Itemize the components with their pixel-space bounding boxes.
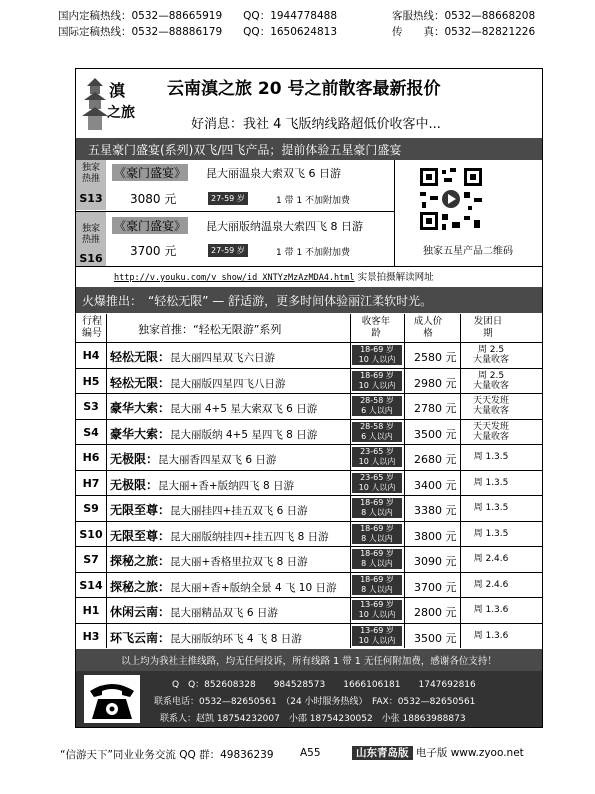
premium-price: 3080 元 xyxy=(130,192,177,206)
row-age: 18-69 岁 8 人以内 xyxy=(352,575,402,595)
table-row xyxy=(76,521,542,547)
row-route xyxy=(110,450,276,467)
row-age: 18-69 岁 10 人以内 xyxy=(352,345,402,365)
row-date: 周 2.4.6 xyxy=(473,579,509,590)
edition-suffix: 电子版 xyxy=(415,747,448,759)
premium-code: S13 xyxy=(79,192,103,205)
row-date: 周 2.5 大量收客 xyxy=(472,345,509,365)
row-code: S7 xyxy=(83,553,99,566)
row-route xyxy=(110,603,278,620)
logo-text-1: 滇 xyxy=(109,81,126,100)
site-link[interactable]: www.zyoo.net xyxy=(450,747,524,759)
qr-code-icon xyxy=(418,166,484,232)
column-divider xyxy=(404,314,405,648)
table-row xyxy=(76,444,542,470)
row-route-name: 昆大丽版纳挂四+挂五四飞 8 日游 xyxy=(170,530,329,543)
table-row xyxy=(76,597,542,623)
edition-badge: 山东青岛版 xyxy=(352,746,413,760)
row-price: 3500 元 xyxy=(414,631,457,645)
page-title: 云南滇之旅 20 号之前散客最新报价 xyxy=(167,79,441,99)
route-table xyxy=(76,342,542,648)
logo-text-2: 之旅 xyxy=(107,105,135,121)
qr-caption: 独家五星产品二维码 xyxy=(423,246,513,257)
row-code: H3 xyxy=(82,629,100,643)
page-number: A55 xyxy=(300,747,321,759)
premium-route: 昆大丽版纳温泉大索四飞 8 日游 xyxy=(206,220,363,233)
row-price: 3500 元 xyxy=(414,427,457,441)
contact-area xyxy=(76,671,542,727)
premium-note: 1 带 1 不加附加费 xyxy=(276,248,351,258)
row-route-name: 昆大丽精品双飞 6 日游 xyxy=(170,607,278,619)
subtitle: 好消息：我社 4 飞版纳线路超低价收客中... xyxy=(191,117,441,132)
row-brand: 休闲云南： xyxy=(110,605,171,619)
domestic-hotline: 国内定稿热线：0532—88665919 QQ：1944778488 xyxy=(58,10,338,22)
row-route xyxy=(110,374,286,391)
row-route-name: 昆大丽版纳 4+5 星四飞 8 日游 xyxy=(170,428,318,441)
table-row xyxy=(76,495,542,521)
row-date: 周 1.3.5 xyxy=(473,528,509,539)
premium-route: 昆大丽温泉大索双飞 6 日游 xyxy=(206,167,341,180)
row-brand: 无限至尊： xyxy=(110,528,171,543)
row-age: 28-58 岁 6 人以内 xyxy=(352,396,402,416)
row-date: 周 2.4.6 xyxy=(473,554,509,564)
fax-line: 传 真：0532—82821226 xyxy=(392,26,536,38)
row-price: 2580 元 xyxy=(414,351,457,364)
contact-qq: Q Q：852608328 984528573 1666106181 1747692816 xyxy=(172,680,476,690)
row-code: H6 xyxy=(82,451,100,464)
premium-age: 27-59 岁 xyxy=(208,244,248,257)
row-route-name: 昆大丽+香+版纳四飞 8 日游 xyxy=(158,479,294,492)
premium-tag: 独家 热推 xyxy=(81,163,100,184)
row-route-name: 昆大丽四星双飞六日游 xyxy=(170,352,276,364)
row-code: H7 xyxy=(82,476,100,490)
row-route xyxy=(110,552,308,569)
header-series: 独家首推：“轻松无限游”系列 xyxy=(138,323,282,336)
phone-icon xyxy=(84,675,140,723)
row-route xyxy=(110,578,337,595)
contact-phone: 联系电话：0532—82650561 （24 小时服务热线） FAX：0532—82650561 xyxy=(154,697,476,707)
row-route-name: 昆大丽+香格里拉双飞 8 日游 xyxy=(170,556,308,568)
table-header xyxy=(76,314,542,342)
table-row xyxy=(76,419,542,445)
header-date: 发团日期 xyxy=(473,316,503,339)
row-age: 28-58 岁 6 人以内 xyxy=(352,422,402,442)
row-route xyxy=(110,501,308,518)
logo xyxy=(81,74,143,134)
row-date: 天天发班 大量收客 xyxy=(472,421,509,442)
row-age: 18-69 岁 10 人以内 xyxy=(352,371,402,391)
premium-banner: 五星豪门盛宴(系列)双飞/四飞产品；提前体验五星豪门盛宴 xyxy=(76,138,542,160)
premium-brand: 《豪门盛宴》 xyxy=(114,219,187,233)
row-route-name: 昆大丽+香+版纳全景 4 飞 10 日游 xyxy=(170,581,337,594)
notice-bar: 以上均为我社主推线路，均无任何投诉，所有线路 1 带 1 无任何附加费，感谢各位支持！ xyxy=(76,649,542,671)
row-price: 2800 元 xyxy=(414,606,457,619)
table-row xyxy=(76,393,542,419)
row-brand: 环飞云南： xyxy=(110,630,171,645)
row-date: 天天发班 大量收客 xyxy=(472,396,509,416)
relax-banner: 火爆推出： “轻松无限” — 舒适游，更多时间体验丽江柔软时光。 xyxy=(76,287,542,313)
row-age: 13-69 岁 10 人以内 xyxy=(352,600,402,620)
row-brand: 无限至尊： xyxy=(110,503,171,517)
row-date: 周 2.5 大量收客 xyxy=(472,370,509,391)
row-date: 周 1.3.5 xyxy=(473,503,509,513)
premium-code: S16 xyxy=(79,252,103,265)
row-price: 3090 元 xyxy=(414,555,457,568)
row-price: 3700 元 xyxy=(414,580,457,594)
video-link-row xyxy=(114,269,434,283)
premium-age: 27-59 岁 xyxy=(208,192,248,205)
header-code: 行程编号 xyxy=(82,316,102,339)
column-divider xyxy=(460,314,461,648)
premium-tag: 独家 热推 xyxy=(81,224,100,245)
table-row xyxy=(76,342,542,368)
row-age: 23-65 岁 10 人以内 xyxy=(352,447,402,467)
contact-person: 联系人：赵凯 18754232007 小邵 18754230052 小张 18863988873 xyxy=(160,714,466,724)
row-date: 周 1.3.6 xyxy=(473,630,509,641)
row-price: 2680 元 xyxy=(414,453,457,466)
row-route xyxy=(110,425,317,442)
row-brand: 豪华大索： xyxy=(110,401,171,415)
footer-qq-group: “信游天下”同业业务交流 QQ 群：49836239 xyxy=(60,749,274,761)
row-brand: 轻松无限： xyxy=(110,375,171,390)
row-age: 18-69 岁 8 人以内 xyxy=(352,549,402,569)
row-route xyxy=(110,476,294,493)
row-brand: 轻松无限： xyxy=(110,350,171,364)
table-row xyxy=(76,572,542,598)
row-code: S10 xyxy=(79,527,103,541)
row-route-name: 昆大丽香四星双飞 6 日游 xyxy=(158,454,277,466)
row-code: S4 xyxy=(83,425,99,439)
row-price: 3380 元 xyxy=(414,504,457,517)
row-price: 3800 元 xyxy=(414,529,457,543)
row-route xyxy=(110,527,329,544)
table-row xyxy=(76,368,542,394)
premium-price: 3700 元 xyxy=(130,244,177,258)
premium-brand: 《豪门盛宴》 xyxy=(114,166,187,180)
table-row xyxy=(76,623,542,649)
row-brand: 探秘之旅： xyxy=(110,579,171,594)
row-route xyxy=(110,399,317,416)
column-divider xyxy=(106,314,107,648)
service-hotline: 客服热线：0532—88668208 xyxy=(392,10,536,22)
row-age: 23-65 岁 10 人以内 xyxy=(352,473,402,493)
row-brand: 探秘之旅： xyxy=(110,554,171,568)
row-route xyxy=(110,348,275,365)
row-code: S14 xyxy=(79,578,103,592)
row-age: 18-69 岁 8 人以内 xyxy=(352,524,402,544)
row-code: S3 xyxy=(83,400,99,413)
row-age: 18-69 岁 8 人以内 xyxy=(352,498,402,518)
row-code: H4 xyxy=(82,349,100,362)
row-code: H1 xyxy=(82,604,100,617)
row-date: 周 1.3.5 xyxy=(473,477,509,488)
row-date: 周 1.3.5 xyxy=(473,452,509,462)
row-date: 周 1.3.6 xyxy=(473,605,509,615)
qr-code xyxy=(418,166,484,232)
title-area xyxy=(75,68,543,138)
row-route-name: 昆大丽 4+5 星大索双飞 6 日游 xyxy=(170,403,318,415)
column-divider xyxy=(350,314,351,648)
row-brand: 无极限： xyxy=(110,452,159,466)
intl-hotline: 国际定稿热线：0532—88886179 QQ：1650624813 xyxy=(58,26,338,38)
edition-info xyxy=(352,745,524,760)
row-brand: 无极限： xyxy=(110,477,159,492)
header-age: 收客年龄 xyxy=(361,316,391,339)
premium-note: 1 带 1 不加附加费 xyxy=(276,196,351,206)
row-route-name: 昆大丽版纳环飞 4 飞 8 日游 xyxy=(170,632,302,645)
row-price: 2980 元 xyxy=(414,376,457,390)
row-route xyxy=(110,629,302,646)
row-code: S9 xyxy=(83,502,99,515)
video-url-link[interactable]: http://v.youku.com/v_show/id_XNTYzMzAzMDA4.html xyxy=(114,273,355,283)
table-row xyxy=(76,470,542,496)
premium-section xyxy=(76,160,542,266)
row-price: 3400 元 xyxy=(414,478,457,492)
row-brand: 豪华大索： xyxy=(110,426,171,441)
row-price: 2780 元 xyxy=(414,402,457,415)
row-route-name: 昆大丽挂四+挂五双飞 6 日游 xyxy=(170,505,308,517)
header-price: 成人价格 xyxy=(413,316,443,339)
row-age: 13-69 岁 10 人以内 xyxy=(352,626,402,646)
video-note: 实景拍摄解读网址 xyxy=(357,272,434,283)
table-row xyxy=(76,546,542,572)
row-code: H5 xyxy=(82,374,100,388)
row-route-name: 昆大丽版四星四飞八日游 xyxy=(170,377,286,390)
